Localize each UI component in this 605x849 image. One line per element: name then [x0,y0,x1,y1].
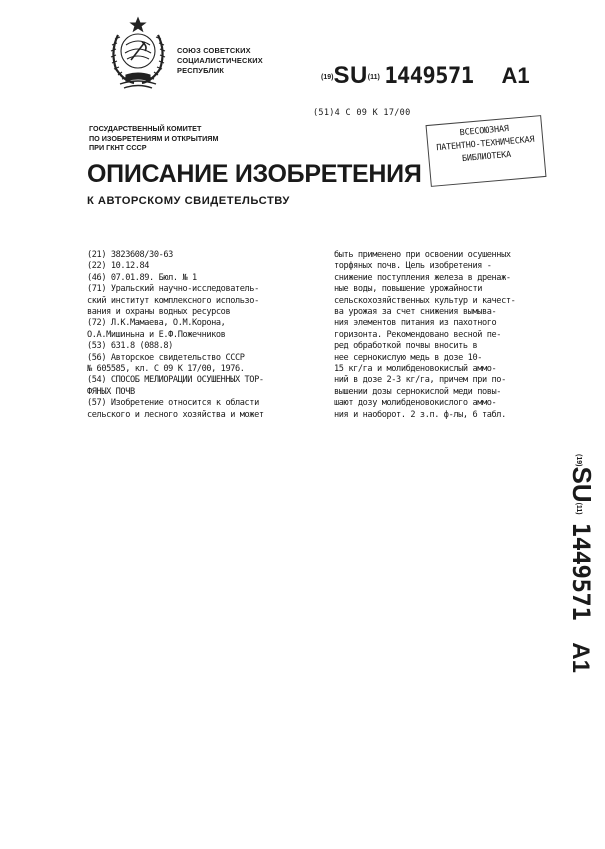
document-title: ОПИСАНИЕ ИЗОБРЕТЕНИЯ [87,160,422,188]
text-line: горизонта. Рекомендовано весной пе- [334,329,502,340]
bibliographic-column [87,250,322,421]
text-line: 15 кг/га и молибденовокислый аммо- [334,364,497,375]
committee-name [89,124,309,153]
text-line: шают дозу молибденовокислого аммо- [334,398,497,409]
text-line: торфяных почв. Цель изобретения - [334,261,492,272]
text-line: нее сернокислую медь в дозе 10- [334,352,482,363]
patent-number-header [321,62,530,88]
text-line: (72) Л.К.Мамаева, О.М.Корона, [87,318,226,329]
country-line: РЕСПУБЛИК [177,66,225,75]
document-subtitle: К АВТОРСКОМУ СВИДЕТЕЛЬСТВУ [87,195,290,207]
side-patent-number-value: 1449571 [567,522,595,621]
side-kind-code: A1 [567,642,594,673]
text-line: (57) Изобретение относится к области [87,398,259,409]
text-line: ред обработкой почвы вносить в [334,341,478,352]
text-line: сельскохозяйственных культур и качест- [334,295,516,306]
text-line: (46) 07.01.89. Бюл. № 1 [87,272,197,283]
text-line: (22) 10.12.84 [87,261,150,272]
text-line: быть применено при освоении осушенных [334,250,511,260]
ussr-emblem-icon [104,15,172,91]
text-line: вышении дозы сернокислой меди повы- [334,386,502,397]
side-country-code: SU [567,466,597,503]
ipc-classification: (51)4 С 09 К 17/00 [313,108,411,118]
side-patent-number [553,454,597,694]
number-tag: (11) [367,74,380,82]
kind-code: A1 [501,63,530,88]
side-tag: (11) [575,502,582,515]
text-line: (56) Авторское свидетельство СССР [87,352,245,363]
text-line: сельского и лесного хозяйства и может [87,409,264,420]
text-line: вания и охраны водных ресурсов [87,307,231,318]
text-line: ФЯНЫХ ПОЧВ [87,386,135,397]
country-name [177,46,297,76]
text-line: № 605585, кл. С 09 К 17/00, 1976. [87,364,245,375]
committee-line: ГОСУДАРСТВЕННЫЙ КОМИТЕТ [89,124,202,133]
side-tag: (19) [575,454,582,467]
text-line: снижение поступления железа в дренаж- [334,272,511,283]
text-line: ния и наоборот. 2 з.п. ф-лы, 6 табл. [334,409,506,420]
text-line: (54) СПОСОБ МЕЛИОРАЦИИ ОСУШЕННЫХ ТОР- [87,375,264,386]
abstract-column [334,250,544,421]
committee-line: ПО ИЗОБРЕТЕНИЯМ И ОТКРЫТИЯМ [89,133,219,143]
country-line: СОЦИАЛИСТИЧЕСКИХ [177,56,263,65]
text-line: ва урожая за счет снижения вымыва- [334,307,497,318]
country-code: SU [333,62,368,89]
text-line: (21) 3823608/30-63 [87,250,173,260]
text-line: О.А.Мишиньна и Е.Ф.Пожечников [87,329,226,340]
stamp-line: ВСЕСОЮЗНАЯ [459,123,510,139]
library-stamp [426,115,547,187]
text-line: (71) Уральский научно-исследователь- [87,284,259,295]
committee-line: ПРИ ГКНТ СССР [89,143,147,153]
text-line: (53) 631.8 (088.8) [87,341,173,352]
country-line: СОЮЗ СОВЕТСКИХ [177,46,251,55]
text-line: ные воды, повышение урожайности [334,284,482,295]
patent-number: 1449571 [384,64,474,89]
stamp-line: ПАТЕНТНО-ТЕХНИЧЕСКАЯ [435,134,535,154]
country-tag: (19) [321,74,334,82]
stamp-line: БИБЛИОТЕКА [461,149,512,165]
text-line: ния элементов питания из пахотного [334,318,497,329]
text-line: ний в дозе 2-3 кг/га, причем при по- [334,375,506,386]
text-line: ский институт комплексного использо- [87,295,259,306]
